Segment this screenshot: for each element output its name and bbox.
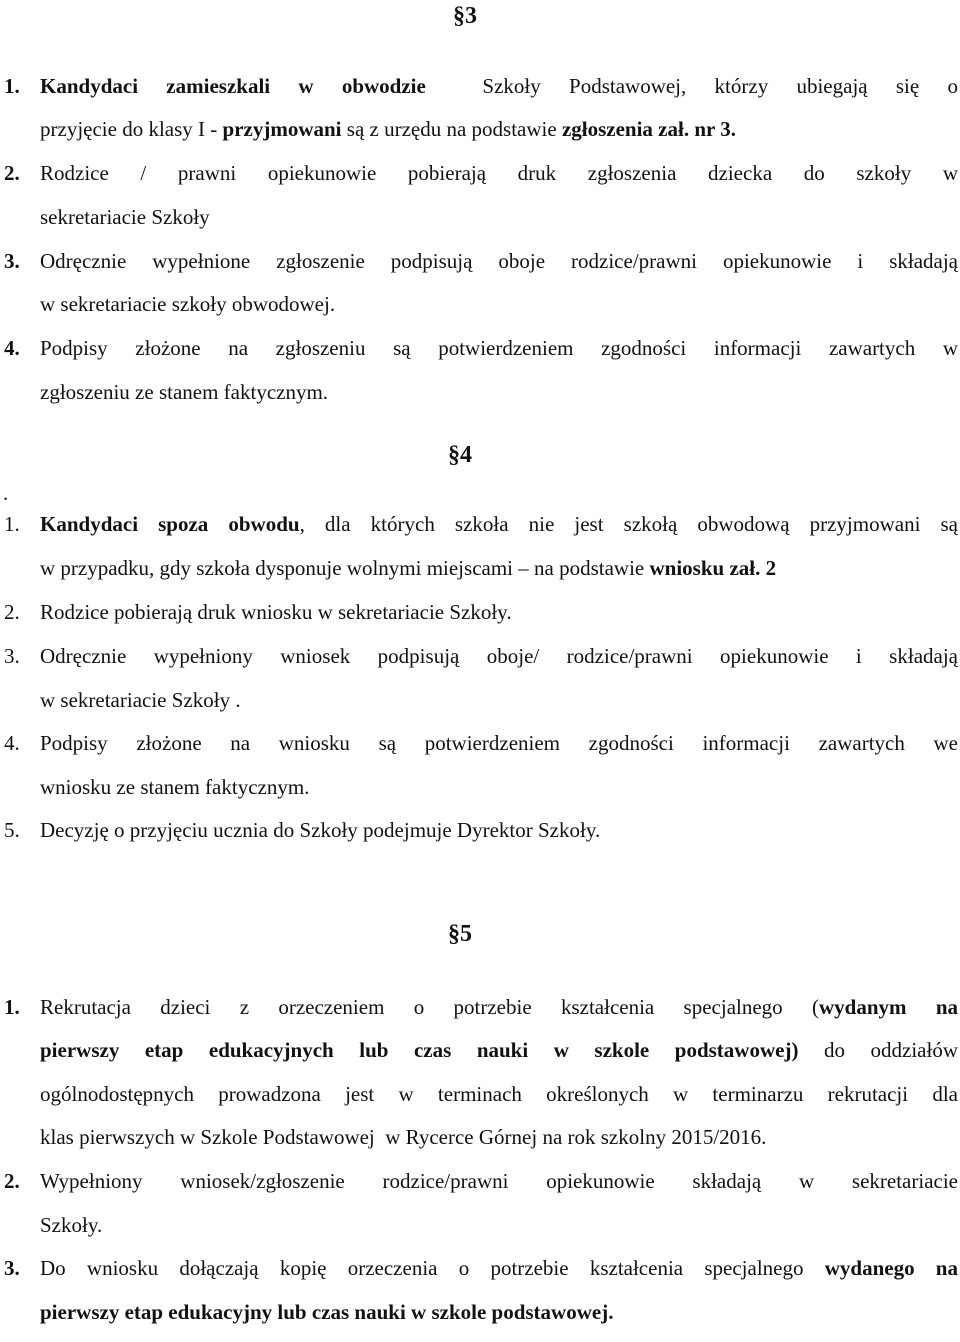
list-item-line [0,1210,958,1240]
list-item-text [40,202,958,232]
text-run: w sekretariacie Szkoły . [40,688,241,712]
list-item-text [40,1166,958,1196]
list-item-number: 5. [4,818,20,842]
list-item-text [40,509,958,539]
list-item-text [40,333,958,363]
list-item-line [0,992,958,1022]
text-run: Podpisy złożone na zgłoszeniu są potwierdzeniem zgodności informacji zawartych w [40,336,958,360]
list-item-line [0,1253,958,1283]
list-item-text [40,1210,958,1240]
text-run: Wypełniony wniosek/zgłoszenie rodzice/prawni opiekunowie składają w sekretariacie [40,1169,958,1193]
list-item-line [0,772,958,802]
bold-text-run: Kandydaci spoza obwodu [40,512,300,536]
list-item-text [40,992,958,1022]
list-item-line [0,158,958,188]
section-heading: §3 [453,3,477,29]
list-item-text [40,71,958,101]
bold-text-run: wydanym na [819,995,959,1019]
bold-text-run: wniosku zał. 2 [649,556,777,580]
list-item-text [40,1122,958,1152]
section-heading: §4 [448,442,472,468]
list-item-text [40,1253,958,1283]
list-item-line [0,1079,958,1109]
text-run: Do wniosku dołączają kopię orzeczenia o potrzebie kształcenia specjalnego [40,1256,825,1280]
text-run: Odręcznie wypełniony wniosek podpisują oboje/ rodzice/prawni opiekunowie i składają [40,644,958,668]
list-item-text [40,772,958,802]
bold-text-run: Kandydaci zamieszkali w obwodzie [40,74,426,98]
list-item-number: 1. [4,74,20,98]
list-item-line [0,553,958,583]
list-item-line [0,509,958,539]
text-run: ogólnodostępnych prowadzona jest w terminach określonych w terminarzu rekrutacji dla [40,1082,958,1106]
list-item-text [40,553,958,583]
list-item-number: 1. [4,512,20,536]
list-item-line [0,728,958,758]
list-item-text [40,728,958,758]
section-heading: §5 [448,921,472,947]
list-item-line [0,246,958,276]
text-run: Szkoły Podstawowej, którzy ubiegają się o [425,74,958,98]
bold-text-run: wydanego na [824,1256,958,1280]
text-run: do oddziałów [798,1038,958,1062]
text-run: , dla których szkoła nie jest szkołą obwodową przyjmowani są [299,512,959,536]
list-item-text [40,246,958,276]
stray-period: . [3,481,9,505]
text-run: zgłoszeniu ze stanem faktycznym. [40,380,329,404]
list-item-number: 3. [4,249,20,273]
list-item-number: 3. [4,1256,20,1280]
list-item-number: 4. [4,731,20,755]
list-item-text [40,158,958,188]
bold-text-run: zgłoszenia zał. nr 3. [561,117,736,141]
list-item-text [40,815,958,845]
list-item-line [0,597,958,627]
list-item-text [40,289,958,319]
text-run: klas pierwszych w Szkole Podstawowej w Rycerce Górnej na rok szkolny 2015/2016. [40,1125,767,1149]
list-item-text [40,1297,958,1327]
text-run: przyjęcie do klasy I - [40,117,223,141]
list-item-line [0,641,958,671]
list-item-text [40,597,958,627]
list-item-line [0,1122,958,1152]
list-item-number: 2. [4,161,20,185]
list-item-line [0,377,958,407]
list-item-line [0,1166,958,1196]
list-item-line [0,289,958,319]
list-item-text [40,114,958,144]
text-run: w sekretariacie szkoły obwodowej. [40,292,336,316]
text-run: Szkoły. [40,1213,103,1237]
list-item-text [40,1079,958,1109]
list-item-line [0,1297,958,1327]
list-item-text [40,1035,958,1065]
text-run: sekretariacie Szkoły [40,205,210,229]
list-item-line [0,685,958,715]
list-item-text [40,377,958,407]
list-item-number: 2. [4,600,20,624]
list-item-number: 2. [4,1169,20,1193]
text-run: Rekrutacja dzieci z orzeczeniem o potrzebie kształcenia specjalnego ( [40,995,819,1019]
list-item-text [40,685,958,715]
bold-text-run: pierwszy etap edukacyjnych lub czas nauki w szkole podstawowej) [40,1038,799,1062]
text-run: Rodzice pobierają druk wniosku w sekretariacie Szkoły. [40,600,512,624]
list-item-number: 3. [4,644,20,668]
list-item-line [0,202,958,232]
bold-text-run: przyjmowani [222,117,342,141]
list-item-line [0,71,958,101]
text-run: są z urzędu na podstawie [341,117,562,141]
list-item-line [0,333,958,363]
text-run: Rodzice / prawni opiekunowie pobierają druk zgłoszenia dziecka do szkoły w [40,161,958,185]
bold-text-run: pierwszy etap edukacyjny lub czas nauki w szkole podstawowej. [40,1300,614,1324]
list-item-line [0,114,958,144]
list-item-number: 1. [4,995,20,1019]
list-item-line [0,1035,958,1065]
text-run: Podpisy złożone na wniosku są potwierdzeniem zgodności informacji zawartych we [40,731,958,755]
list-item-text [40,641,958,671]
text-run: wniosku ze stanem faktycznym. [40,775,310,799]
text-run: Odręcznie wypełnione zgłoszenie podpisują oboje rodzice/prawni opiekunowie i składają [40,249,958,273]
text-run: Decyzję o przyjęciu ucznia do Szkoły podejmuje Dyrektor Szkoły. [40,818,601,842]
text-run: w przypadku, gdy szkoła dysponuje wolnymi miejscami – na podstawie [40,556,650,580]
list-item-line [0,815,958,845]
list-item-number: 4. [4,336,20,360]
